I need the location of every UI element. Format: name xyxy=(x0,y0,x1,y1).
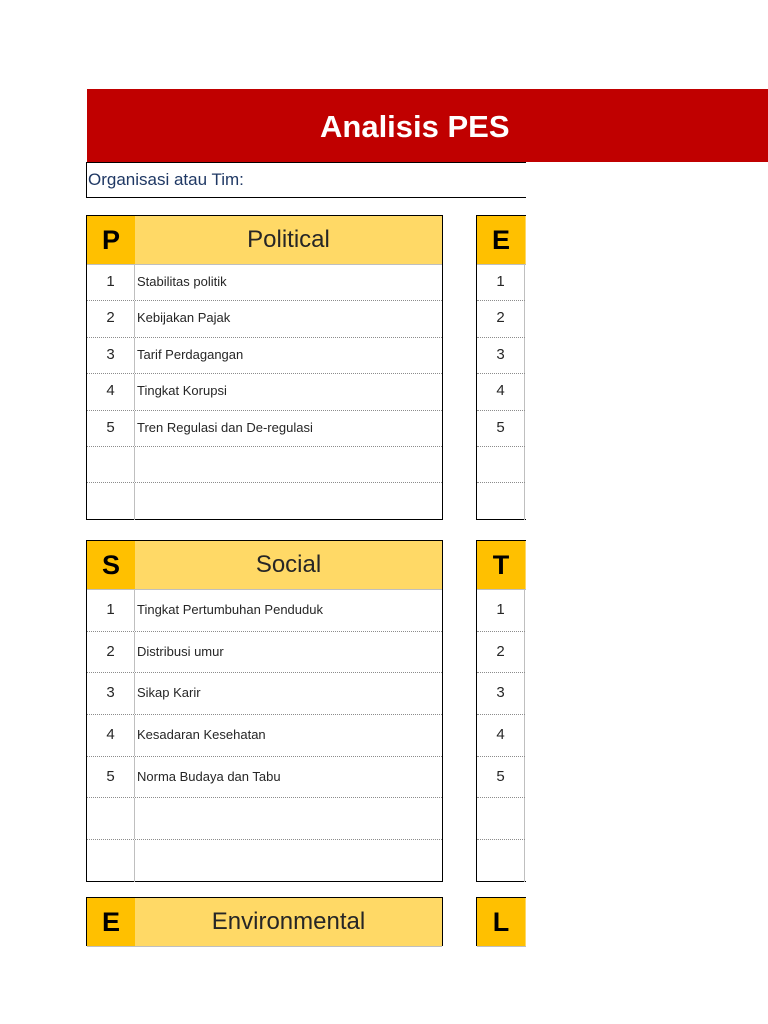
row-number: 5 xyxy=(87,411,135,446)
row-number xyxy=(87,447,135,482)
row-number: 3 xyxy=(477,338,525,373)
row-number: 3 xyxy=(87,338,135,373)
table-row[interactable] xyxy=(477,798,526,840)
table-row[interactable] xyxy=(477,447,526,483)
table-row[interactable] xyxy=(477,338,526,374)
social-rows xyxy=(87,590,442,882)
table-row[interactable] xyxy=(87,374,442,410)
environmental-section xyxy=(86,897,443,946)
table-row[interactable] xyxy=(87,632,442,674)
economic-letter: E xyxy=(477,216,525,264)
technological-letter: T xyxy=(477,541,525,589)
row-text[interactable]: Norma Budaya dan Tabu xyxy=(137,768,281,784)
row-text[interactable] xyxy=(137,483,442,519)
row-text[interactable]: Sikap Karir xyxy=(137,685,201,701)
table-row[interactable] xyxy=(477,483,526,519)
row-text[interactable]: Kebijakan Pajak xyxy=(137,310,231,326)
environmental-letter: E xyxy=(87,898,135,946)
row-number: 5 xyxy=(477,757,525,798)
row-number xyxy=(87,483,135,519)
row-text[interactable] xyxy=(137,798,442,839)
environmental-title: Environmental xyxy=(135,898,442,946)
row-number xyxy=(477,483,525,519)
legal-letter: L xyxy=(477,898,525,946)
row-text[interactable]: Tingkat Pertumbuhan Penduduk xyxy=(137,602,323,617)
organization-label: Organisasi atau Tim: xyxy=(88,170,244,189)
economic-rows xyxy=(477,265,526,520)
social-letter: S xyxy=(87,541,135,589)
table-row[interactable] xyxy=(87,590,442,632)
row-number: 5 xyxy=(477,411,525,446)
row-number xyxy=(87,798,135,839)
technological-header xyxy=(477,541,526,590)
row-number: 2 xyxy=(87,301,135,336)
row-number: 5 xyxy=(87,757,135,798)
row-number: 1 xyxy=(87,265,135,300)
political-section xyxy=(86,215,443,520)
economic-title xyxy=(525,216,526,264)
row-number xyxy=(477,798,525,839)
table-row[interactable] xyxy=(477,411,526,447)
table-row[interactable] xyxy=(87,715,442,757)
row-text[interactable]: Kesadaran Kesehatan xyxy=(137,727,266,743)
legal-header xyxy=(477,898,526,947)
technological-title xyxy=(525,541,526,589)
table-row[interactable] xyxy=(477,673,526,715)
social-header xyxy=(87,541,442,590)
row-text[interactable]: Tarif Perdagangan xyxy=(137,346,244,362)
row-number: 2 xyxy=(477,301,525,336)
table-row[interactable] xyxy=(87,840,442,882)
row-number: 4 xyxy=(477,374,525,409)
table-row[interactable] xyxy=(87,447,442,483)
table-row[interactable] xyxy=(87,483,442,519)
table-row[interactable] xyxy=(87,301,442,337)
row-number: 4 xyxy=(477,715,525,756)
table-row[interactable] xyxy=(477,757,526,799)
economic-section xyxy=(476,215,526,520)
table-row[interactable] xyxy=(477,265,526,301)
table-row[interactable] xyxy=(477,715,526,757)
table-row[interactable] xyxy=(477,374,526,410)
table-row[interactable] xyxy=(477,632,526,674)
row-text[interactable]: Stabilitas politik xyxy=(137,274,227,289)
table-row[interactable] xyxy=(477,840,526,882)
table-row[interactable] xyxy=(87,411,442,447)
row-number: 1 xyxy=(477,265,525,300)
row-number: 1 xyxy=(477,590,525,631)
row-text[interactable] xyxy=(137,840,442,882)
table-row[interactable] xyxy=(87,798,442,840)
row-number: 4 xyxy=(87,374,135,409)
row-number: 3 xyxy=(477,673,525,714)
economic-header xyxy=(477,216,526,265)
political-letter: P xyxy=(87,216,135,264)
row-number: 4 xyxy=(87,715,135,756)
legal-section xyxy=(476,897,526,946)
row-number xyxy=(477,447,525,482)
row-number: 1 xyxy=(87,590,135,631)
environmental-header xyxy=(87,898,442,947)
row-text[interactable]: Tingkat Korupsi xyxy=(137,383,227,399)
table-row[interactable] xyxy=(87,338,442,374)
row-number: 2 xyxy=(477,632,525,673)
political-rows xyxy=(87,265,442,520)
row-number: 3 xyxy=(87,673,135,714)
table-row[interactable] xyxy=(87,673,442,715)
row-text[interactable]: Tren Regulasi dan De-regulasi xyxy=(137,419,313,435)
social-section xyxy=(86,540,443,882)
row-number: 2 xyxy=(87,632,135,673)
row-number xyxy=(477,840,525,882)
technological-section xyxy=(476,540,526,882)
table-row[interactable] xyxy=(477,590,526,632)
table-row[interactable] xyxy=(87,757,442,799)
row-number xyxy=(87,840,135,882)
legal-title xyxy=(525,898,526,946)
social-title: Social xyxy=(135,541,442,589)
page-title: Analisis PES xyxy=(320,109,510,144)
political-title: Political xyxy=(135,216,442,264)
political-header xyxy=(87,216,442,265)
row-text[interactable]: Distribusi umur xyxy=(137,643,224,659)
row-text[interactable] xyxy=(137,447,442,482)
technological-rows xyxy=(477,590,526,882)
table-row[interactable] xyxy=(87,265,442,301)
table-row[interactable] xyxy=(477,301,526,337)
